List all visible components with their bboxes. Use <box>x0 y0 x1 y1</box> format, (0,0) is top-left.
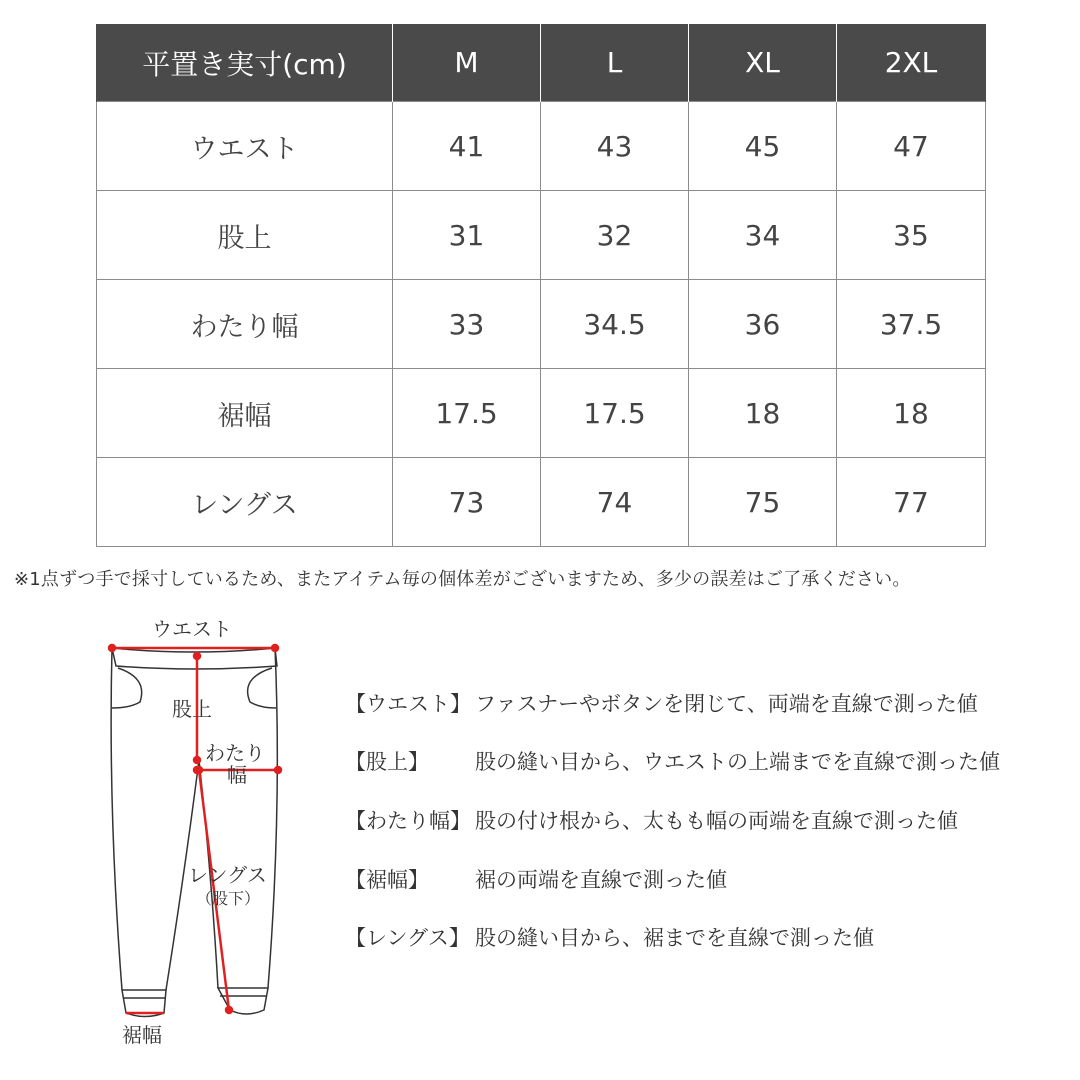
diagram-rise-label: 股上 <box>172 697 212 721</box>
description-key: 【裾幅】 <box>345 868 429 892</box>
header-size-l: L <box>541 24 689 102</box>
cell-value: 34.5 <box>541 280 689 369</box>
description-text: 股の縫い目から、ウエストの上端までを直線で測った値 <box>475 750 1000 774</box>
description-hem <box>345 864 727 894</box>
pants-diagram <box>100 610 300 1050</box>
cell-value: 36 <box>689 280 837 369</box>
cell-value: 31 <box>393 191 541 280</box>
header-size-m: M <box>393 24 541 102</box>
cell-value: 17.5 <box>393 369 541 458</box>
row-label: ウエスト <box>97 102 393 191</box>
diagram-length-label-1: レングス <box>188 863 267 887</box>
cell-value: 41 <box>393 102 541 191</box>
table-row-rise <box>97 191 986 280</box>
description-text: ファスナーやボタンを閉じて、両端を直線で測った値 <box>475 692 978 716</box>
row-label: 股上 <box>97 191 393 280</box>
description-waist <box>345 688 978 718</box>
size-table <box>96 24 986 547</box>
cell-value: 45 <box>689 102 837 191</box>
description-rise <box>345 746 1000 776</box>
description-thigh <box>345 805 958 835</box>
cell-value: 47 <box>837 102 986 191</box>
cell-value: 34 <box>689 191 837 280</box>
row-label: 裾幅 <box>97 369 393 458</box>
description-text: 股の付け根から、太もも幅の両端を直線で測った値 <box>475 809 958 833</box>
table-row-thigh <box>97 280 986 369</box>
cell-value: 75 <box>689 458 837 547</box>
diagram-waist-label: ウエスト <box>152 617 232 641</box>
cell-value: 77 <box>837 458 986 547</box>
cell-value: 18 <box>837 369 986 458</box>
description-key: 【わたり幅】 <box>345 809 471 833</box>
header-measure-label: 平置き実寸(cm) <box>97 24 393 102</box>
description-text: 股の縫い目から、裾までを直線で測った値 <box>475 926 874 950</box>
diagram-length-label-2: （股下） <box>196 889 261 908</box>
cell-value: 37.5 <box>837 280 986 369</box>
diagram-thigh-label-2: 幅 <box>227 763 247 787</box>
cell-value: 73 <box>393 458 541 547</box>
cell-value: 18 <box>689 369 837 458</box>
description-key: 【ウエスト】 <box>345 692 471 716</box>
description-key: 【股上】 <box>345 750 429 774</box>
size-table-header-row <box>97 24 986 102</box>
cell-value: 33 <box>393 280 541 369</box>
diagram-hem-label: 裾幅 <box>122 1023 162 1047</box>
cell-value: 32 <box>541 191 689 280</box>
table-row-waist <box>97 102 986 191</box>
description-text: 裾の両端を直線で測った値 <box>475 868 727 892</box>
description-length <box>345 922 874 952</box>
measurement-note: ※1点ずつ手で採寸しているため、またアイテム毎の個体差がございますため、多少の誤差はご了承ください。 <box>14 569 911 590</box>
row-label: レングス <box>97 458 393 547</box>
header-size-2xl: 2XL <box>837 24 986 102</box>
cell-value: 43 <box>541 102 689 191</box>
table-row-length <box>97 458 986 547</box>
cell-value: 74 <box>541 458 689 547</box>
table-row-hem <box>97 369 986 458</box>
cell-value: 35 <box>837 191 986 280</box>
header-size-xl: XL <box>689 24 837 102</box>
diagram-thigh-label-1: わたり <box>205 741 265 765</box>
cell-value: 17.5 <box>541 369 689 458</box>
row-label: わたり幅 <box>97 280 393 369</box>
description-key: 【レングス】 <box>345 926 470 950</box>
